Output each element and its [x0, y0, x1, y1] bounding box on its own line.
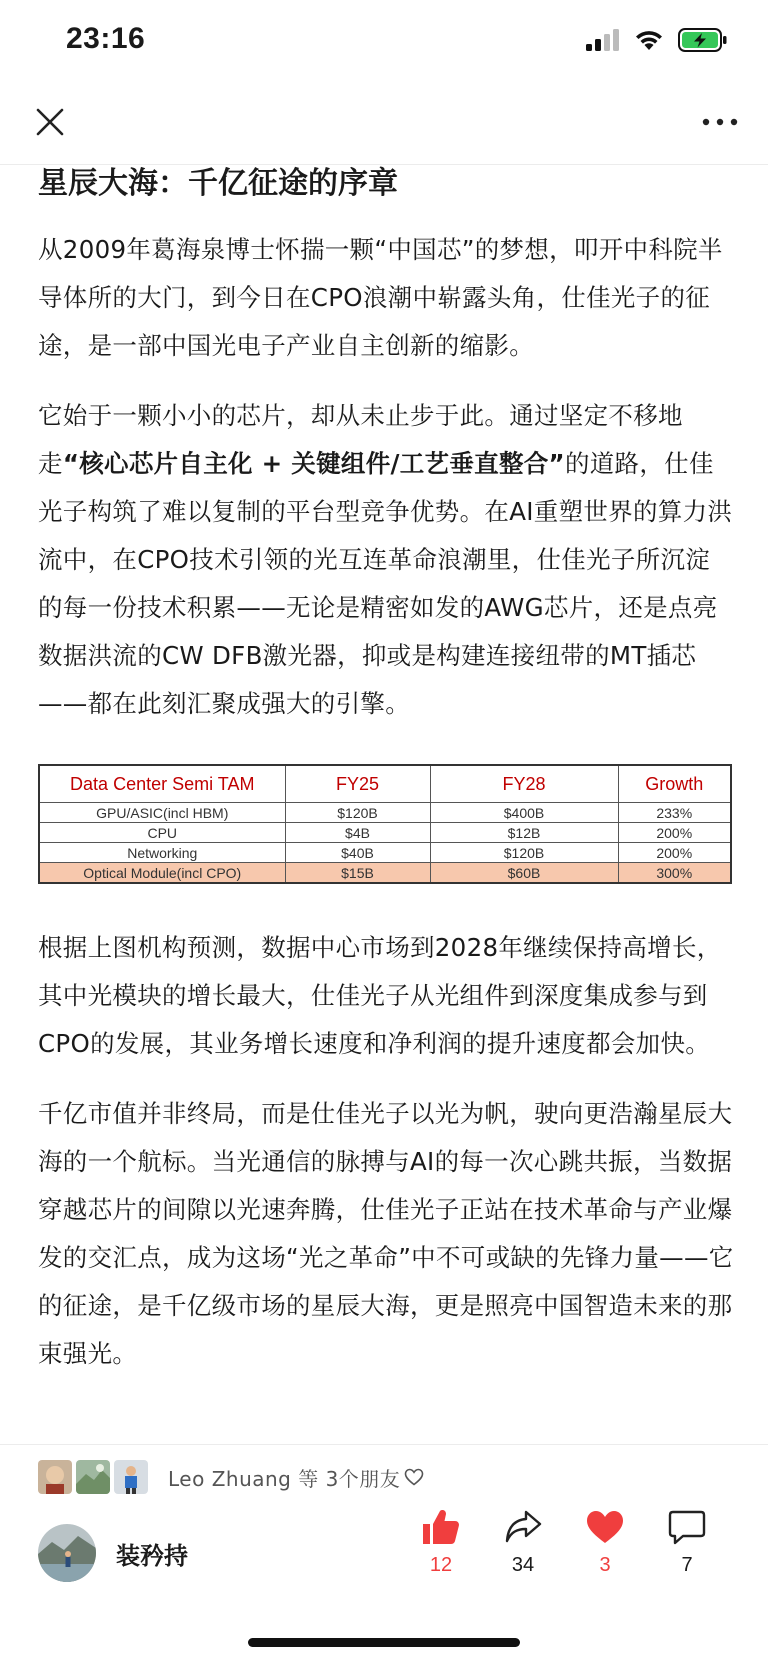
home-indicator[interactable] [248, 1638, 520, 1647]
comment-button[interactable] [646, 1508, 728, 1577]
table-cell: CPU [39, 823, 285, 843]
table-cell: GPU/ASIC(incl HBM) [39, 803, 285, 823]
table-cell: $60B [430, 863, 618, 884]
author-name: 装矜持 [116, 1541, 188, 1570]
friend-avatar [38, 1460, 72, 1494]
wifi-icon [634, 29, 664, 51]
table-cell: $400B [430, 803, 618, 823]
table-row [39, 843, 731, 863]
status-bar [0, 0, 768, 84]
paragraph-2-rest: 的道路，仕佳光子构筑了难以复制的平台型竞争优势。在AI重塑世界的算力洪流中，在CPO技术引领的光互连革命浪潮里，仕佳光子所沉淀的每一份技术积累——无论是精密如发的AWG芯片，还是点亮数据洪流的CW DFB激光器，抑或是构建连接纽带的MT插芯——都在此刻汇聚成强大的引擎。 [38, 449, 733, 718]
author-info[interactable] [38, 1524, 188, 1582]
table-cell: $12B [430, 823, 618, 843]
share-icon [503, 1508, 543, 1546]
table-cell: 300% [618, 863, 731, 884]
paragraph-2-bold: “核心芯片自主化 + 关键组件/工艺垂直整合” [62, 449, 565, 478]
table-header: FY28 [430, 765, 618, 803]
close-icon[interactable] [30, 102, 70, 142]
paragraph-2 [38, 392, 734, 728]
table-cell: 233% [618, 803, 731, 823]
thumbs-up-icon [421, 1508, 461, 1546]
heart-icon [585, 1508, 625, 1546]
article-body [38, 160, 734, 1378]
table-cell: 200% [618, 823, 731, 843]
table-row [39, 823, 731, 843]
table-header-row [39, 765, 731, 803]
table-cell: $40B [285, 843, 430, 863]
like-count: 12 [429, 1554, 453, 1576]
like-button[interactable] [400, 1508, 482, 1577]
table-cell: 200% [618, 843, 731, 863]
status-time: 23:16 [66, 22, 146, 55]
friends-liked-text [168, 1463, 424, 1492]
table-cell: Networking [39, 843, 285, 863]
table-row [39, 803, 731, 823]
favorite-button[interactable] [564, 1508, 646, 1577]
nav-bar [0, 84, 768, 165]
table-cell: $15B [285, 863, 430, 884]
table-header: Growth [618, 765, 731, 803]
friend-avatar [114, 1460, 148, 1494]
action-bar [400, 1508, 728, 1577]
comment-count: 7 [681, 1554, 693, 1576]
table-cell: Optical Module(incl CPO) [39, 863, 285, 884]
table-cell: $120B [430, 843, 618, 863]
table-header: FY25 [285, 765, 430, 803]
paragraph-4: 千亿市值并非终局，而是仕佳光子以光为帆，驶向更浩瀚星辰大海的一个航标。当光通信的脉搏与AI的每一次心跳共振，当数据穿越芯片的间隙以光速奔腾，仕佳光子正站在技术革命与产业爆发的交汇点，成为这场“光之革命”中不可或缺的先锋力量——它的征途，是千亿级市场的星辰大海，更是照亮中国智造未来的那束强光。 [38, 1099, 734, 1368]
more-options-icon[interactable] [698, 102, 742, 142]
tam-table [38, 764, 732, 884]
table-header: Data Center Semi TAM [39, 765, 285, 803]
paragraph-1: 从2009年葛海泉博士怀揣一颗“中国芯”的梦想，叩开中科院半导体所的大门，到今日在CPO浪潮中崭露头角，仕佳光子的征途，是一部中国光电子产业自主创新的缩影。 [38, 235, 723, 360]
battery-charging-icon [678, 28, 728, 52]
status-icons [586, 28, 728, 52]
friends-liked-label: Leo Zhuang 等 3个朋友 [168, 1466, 401, 1491]
friend-avatar [76, 1460, 110, 1494]
signal-icon [586, 29, 620, 51]
author-avatar[interactable] [38, 1524, 96, 1582]
table-row-highlighted [39, 863, 731, 884]
table-cell: $120B [285, 803, 430, 823]
section-title: 星辰大海：千亿征途的序章 [38, 166, 398, 201]
table-cell: $4B [285, 823, 430, 843]
comment-icon [667, 1508, 707, 1546]
footer-divider [0, 1444, 768, 1445]
heart-outline-icon [404, 1468, 424, 1486]
favorite-count: 3 [599, 1554, 611, 1576]
friends-liked-row[interactable] [38, 1460, 424, 1494]
share-button[interactable] [482, 1508, 564, 1577]
paragraph-2-intro: 它始于一颗小小的芯片，却从未止步于此。通过坚定不移地走 [38, 401, 683, 478]
paragraph-3: 根据上图机构预测，数据中心市场到2028年继续保持高增长，其中光模块的增长最大，仕佳光子从光组件到深度集成参与到CPO的发展，其业务增长速度和净利润的提升速度都会加快。 [38, 933, 722, 1058]
share-count: 34 [511, 1554, 535, 1576]
